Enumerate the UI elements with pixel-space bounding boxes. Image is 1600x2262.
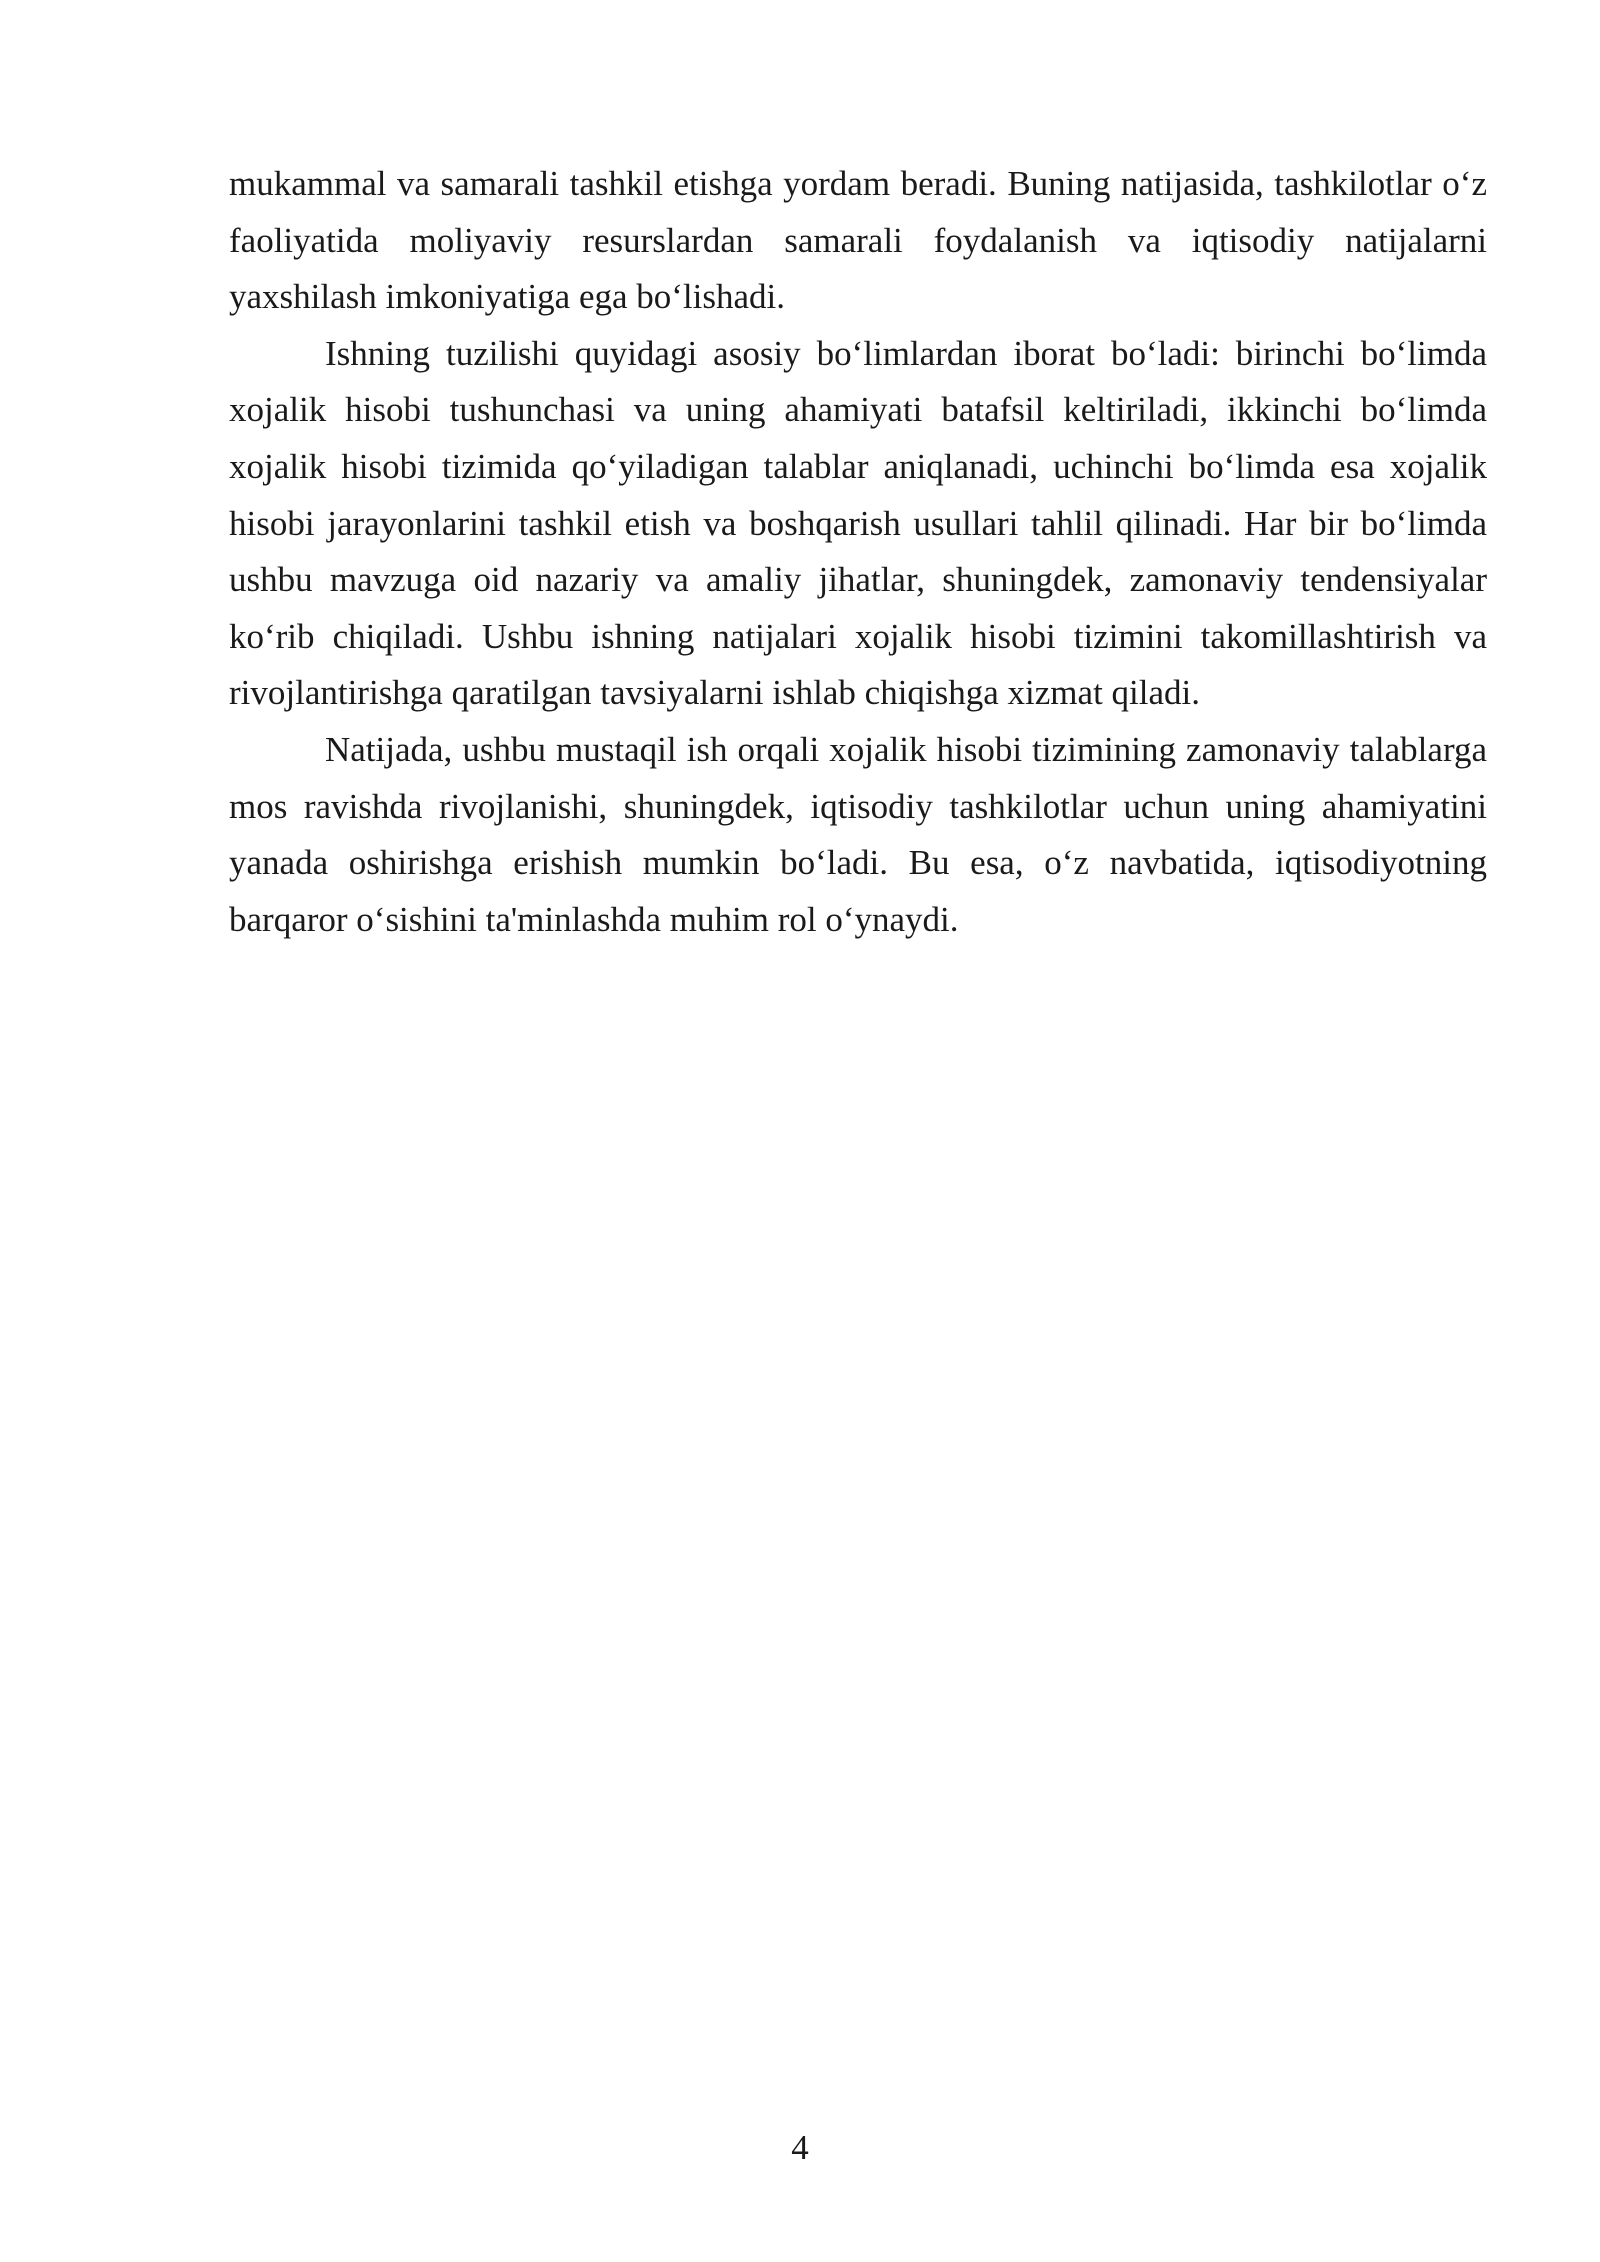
page-number: 4 [791,2128,809,2167]
paragraph-conclusion: Natijada, ushbu mustaqil ish orqali xojalik hisobi tizimining zamonaviy talablarga mos ravishda rivojlanishi, shuningdek, iqtisodiy tashkilotlar uchun uning ahamiyatini yanada oshirishga erishish mumkin bo‘ladi. Bu esa, o‘z navbatida, iqtisodiyotning barqaror o‘sishini ta'minlashda muhim rol o‘ynaydi. [229,729,1487,939]
body-text [229,156,1487,948]
paragraph-continuation: mukammal va samarali tashkil etishga yordam beradi. Buning natijasida, tashkilotlar o‘z faoliyatida moliyaviy resurslardan samarali foydalanish va iqtisodiy natijalarni yaxshilash imkoniyatiga ega bo‘lishadi. [229,164,1487,317]
paragraph-structure: Ishning tuzilishi quyidagi asosiy bo‘limlardan iborat bo‘ladi: birinchi bo‘limda xojalik hisobi tushunchasi va uning ahamiyati batafsil keltiriladi, ikkinchi bo‘limda xojalik hisobi tizimida qo‘yiladigan talablar aniqlanadi, uchinchi bo‘limda esa xojalik hisobi jarayonlarini tashkil etish va boshqarish usullari tahlil qilinadi. Har bir bo‘limda ushbu mavzuga oid nazariy va amaliy jihatlar, shuningdek, zamonaviy tendensiyalar ko‘rib chiqiladi. Ushbu ishning natijalari xojalik hisobi tizimini takomillashtirish va rivojlantirishga qaratilgan tavsiyalarni ishlab chiqishga xizmat qiladi. [229,333,1487,713]
